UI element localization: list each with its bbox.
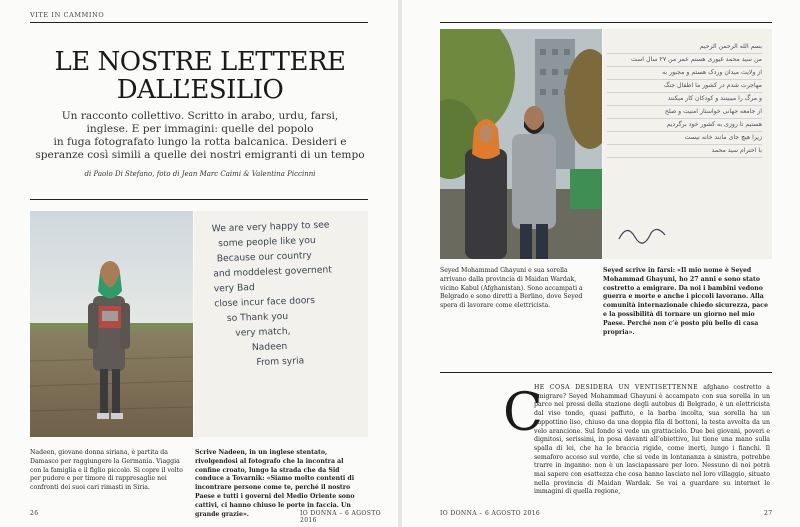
letter-line: some people like you [218, 234, 316, 250]
letter-line: Nadeen [251, 340, 288, 354]
subhead-line-1: Un racconto collettivo. Scritto in arabo, urdu, farsi, [61, 110, 339, 122]
page-number-right: 27 [764, 510, 773, 517]
subhead-line-3: in fuga fotografato lungo la rotta balcanica. Desideri e [53, 136, 347, 148]
article-body [534, 384, 770, 500]
photo-seyed [440, 29, 602, 259]
letter-line: با احترام سید محمد [607, 145, 762, 158]
drop-cap: C [503, 383, 543, 443]
letter-line: and moddelest governent [213, 264, 333, 280]
top-rule-right [440, 22, 772, 23]
article-paragraph: afghano costretto a emigrare? Seyed Mohammad Ghayuni è accampato con sua sorella in un parco nei pressi della stazione degli autobus di Belgrado, è un elettricista dal viso tondo, quasi paffuto, e la barba incolta, sua sorella ha un cappottino liso, chiuso da una doppia fila di bottoni, la testa avvolta da un velo arancione. Sul fondo si vede un grattacielo. Due bei giovani, poveri e dignitosi, serissimi, in posa davanti all’obiettivo, lui tiene una mano sulla spalla di lei, che ha le braccia rigide, come inerti, lungo i fianchi. Il semaforo acceso sul verde, che si vede in lontananza a sinistra, potrebbe trarre in inganno: non è un lasciapassare per loro. Nessuno di noi potrà mai sapere con esattezza che cosa hanno lasciato nel loro villaggio, situato nella provincia di Maidan Wardak. Se vai a guardare su internet le immagini di quella regione, [534, 384, 770, 496]
signature-icon [617, 219, 667, 247]
headline-line-2: DALL’ESILIO [116, 75, 284, 105]
magazine-issue-right: IO DONNA – 6 AGOSTO 2016 [440, 510, 541, 517]
caption-nadeen: Nadeen, giovane donna siriana, è partita da Damasco per raggiungere la Germania. Viaggia con la famiglia e il figlio piccolo. Si copre il volto per pudore e per timore di rappresaglie nei confronti dei suoi cari rimasti in Siria. [30, 449, 183, 492]
letter-line: From syria [256, 355, 305, 369]
byline: di Paolo Di Stefano, foto di Jean Marc Caimi & Valentina Piccinni [84, 170, 316, 178]
photo-seyed-graphic [440, 29, 602, 259]
subhead-line-2: inglese. E per immagini: quelle del popolo [86, 123, 314, 135]
letter-line: Because our country [216, 250, 312, 265]
letter-nadeen [194, 211, 368, 437]
caption-seyed: Seyed Mohammad Ghayuni e sua sorella arrivano dalla provincia di Maidan Wardak, vicino Kabul (Afghanistan). Sono accampati a Belgrado e sono diretti a Berlino, dove Seyed spera di lavorare come elettricista. [440, 267, 583, 310]
article-rule [440, 372, 772, 373]
letter-line: مهاجرت شدم در کشور ما اطفال جنگ [607, 80, 762, 93]
headline-line-1: LE NOSTRE LETTERE [54, 47, 346, 77]
page-number-left: 26 [30, 510, 39, 517]
article-lead: HE COSA DESIDERA UN VENTISETTENNE [534, 384, 704, 391]
caption-seyed-letter: Seyed scrive in farsi: «Il mio nome è Seyed Mohammad Ghayuni, ho 27 anni e sono stato costretto a emigrare. Da noi i bambini vedono guerra e morte e anche i piccoli lavorano. Alla comunità internazionale chiedo sicurezza, pace e la possibilità di tornare un giorno nel mio Paese. Perché non c’è posto più bello di casa propria». [603, 267, 769, 336]
letter-line: هستیم تا روزی به کشور خود برگردیم [607, 119, 762, 132]
letter-line: از جامعه جهانی خواستار امنیت و صلح [607, 106, 762, 119]
letter-line: زیرا هیچ جای مانند خانه نیست [607, 132, 762, 145]
letter-nadeen-text [211, 217, 356, 372]
letter-line: بسم الله الرحمن الرحیم [607, 41, 762, 54]
left-page [0, 0, 398, 527]
letter-line: از ولایت میدان وردک هستم و مجبور به [607, 67, 762, 80]
letter-seyed [603, 29, 772, 259]
subhead-line-4: speranze così simili a quelle dei nostri emigranti di un tempo [35, 149, 365, 161]
letter-seyed-text [607, 41, 762, 158]
magazine-issue-left: IO DONNA – 6 AGOSTO 2016 [300, 510, 381, 524]
top-rule [30, 22, 368, 23]
letter-line: من سید محمد غیوری هستم عمر من ۲۷ سال است [607, 54, 762, 67]
letter-line: و مرگ را میبینند و کودکان کار میکنند [607, 93, 762, 106]
letter-line: very match, [235, 325, 291, 339]
letter-line: We are very happy to see [211, 219, 330, 235]
letter-line: so Thank you [226, 310, 289, 325]
section-label: VITE IN CAMMINO [30, 11, 105, 19]
letter-line: close incur face doors [214, 294, 316, 310]
caption-nadeen-letter: Scrive Nadeen, in un inglese stentato, rivolgendosi al fotografo che la incontra al confine croato, lungo la strada che da Sid conduce a Tovarnik: «Siamo molto contenti di incontrare persone come te, perché il nostro Paese e tutti i governi del Medio Oriente sono cattivi, ci hanno chiuso le porte in faccia. Un grande grazie». [195, 449, 355, 518]
letter-line: very Bad [213, 282, 255, 295]
photo-nadeen-graphic [30, 211, 193, 437]
photo-nadeen [30, 211, 193, 437]
mid-rule [30, 199, 368, 200]
